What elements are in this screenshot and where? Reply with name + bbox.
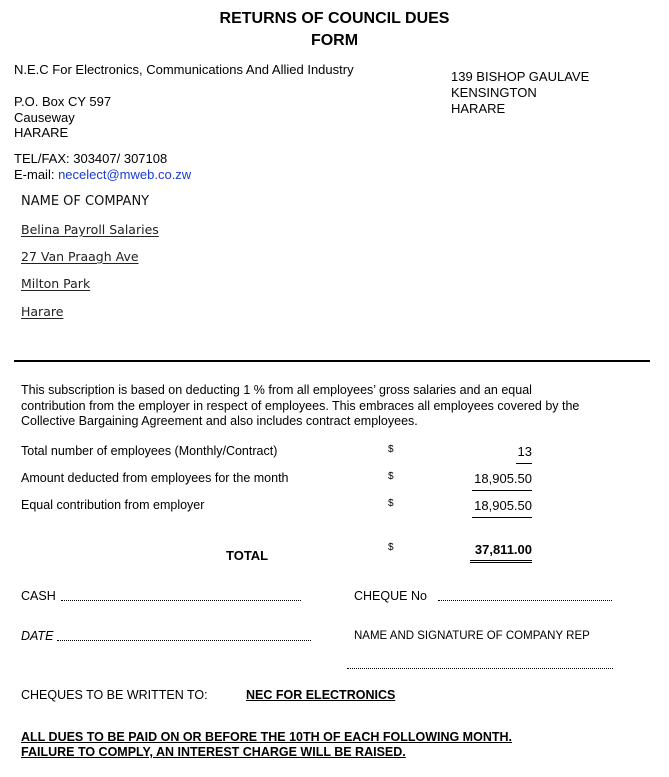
signature-label: NAME AND SIGNATURE OF COMPANY REP (354, 630, 590, 642)
cash-field[interactable] (61, 600, 301, 601)
deducted-underline (472, 490, 532, 491)
address-line1: 139 BISHOP GAULAVE (451, 69, 590, 84)
address-line3: HARARE (451, 101, 506, 116)
form-title-line2: FORM (310, 32, 359, 49)
deducted-label: Amount deducted from employees for the month (21, 471, 289, 485)
subscription-line3: Collective Bargaining Agreement and also includes contract employees. (21, 414, 418, 428)
company-label: NAME OF COMPANY (21, 194, 150, 209)
currency-symbol: $ (388, 542, 394, 553)
currency-symbol: $ (388, 444, 394, 455)
total-value: 37,811.00 (474, 542, 532, 557)
subscription-line2: contribution from the employer in respect of employees. This embraces all employees covered by the (21, 399, 580, 413)
org-telfax: TEL/FAX: 303407/ 307108 (14, 151, 168, 166)
org-name: N.E.C For Electronics, Communications And Allied Industry (14, 62, 354, 77)
company-street: 27 Van Praagh Ave (21, 249, 139, 264)
company-city: Harare (21, 304, 64, 319)
cheque-number-field[interactable] (438, 600, 612, 601)
currency-symbol: $ (388, 471, 394, 482)
company-suburb: Milton Park (21, 276, 91, 291)
company-name: Belina Payroll Salaries (21, 222, 159, 237)
notice-line2: FAILURE TO COMPLY, AN INTEREST CHARGE WILL BE RAISED. (21, 745, 406, 759)
employer-label: Equal contribution from employer (21, 498, 205, 512)
date-label: DATE (21, 629, 54, 643)
total-label: TOTAL (226, 548, 269, 563)
date-field[interactable] (57, 640, 311, 641)
section-divider (14, 360, 650, 362)
subscription-line1: This subscription is based on deducting 1 % from all employees’ gross salaries and an equal (21, 383, 532, 397)
form-title-line1: RETURNS OF COUNCIL DUES (219, 10, 450, 27)
org-po-box: P.O. Box CY 597 (14, 94, 112, 109)
org-area: Causeway (14, 110, 75, 125)
org-email-row (14, 167, 191, 183)
deducted-value: 18,905.50 (474, 471, 532, 486)
total-double-underline (470, 560, 532, 563)
cash-label: CASH (21, 589, 56, 603)
employer-underline (472, 517, 532, 518)
employer-value: 18,905.50 (474, 498, 532, 513)
org-city: HARARE (14, 125, 69, 140)
payee-name: NEC FOR ELECTRONICS (246, 688, 396, 702)
email-label: E-mail: (14, 167, 59, 182)
employees-value: 13 (517, 444, 532, 459)
currency-symbol: $ (388, 498, 394, 509)
employees-label: Total number of employees (Monthly/Contract) (21, 444, 278, 458)
notice-line1: ALL DUES TO BE PAID ON OR BEFORE THE 10TH OF EACH FOLLOWING MONTH. (21, 730, 512, 744)
employees-underline (516, 463, 532, 464)
signature-field[interactable] (347, 668, 613, 669)
cheque-label: CHEQUE No (354, 589, 427, 603)
cheques-label: CHEQUES TO BE WRITTEN TO: (21, 688, 208, 702)
email-link[interactable]: necelect@mweb.co.zw (58, 167, 192, 182)
address-line2: KENSINGTON (451, 85, 537, 100)
